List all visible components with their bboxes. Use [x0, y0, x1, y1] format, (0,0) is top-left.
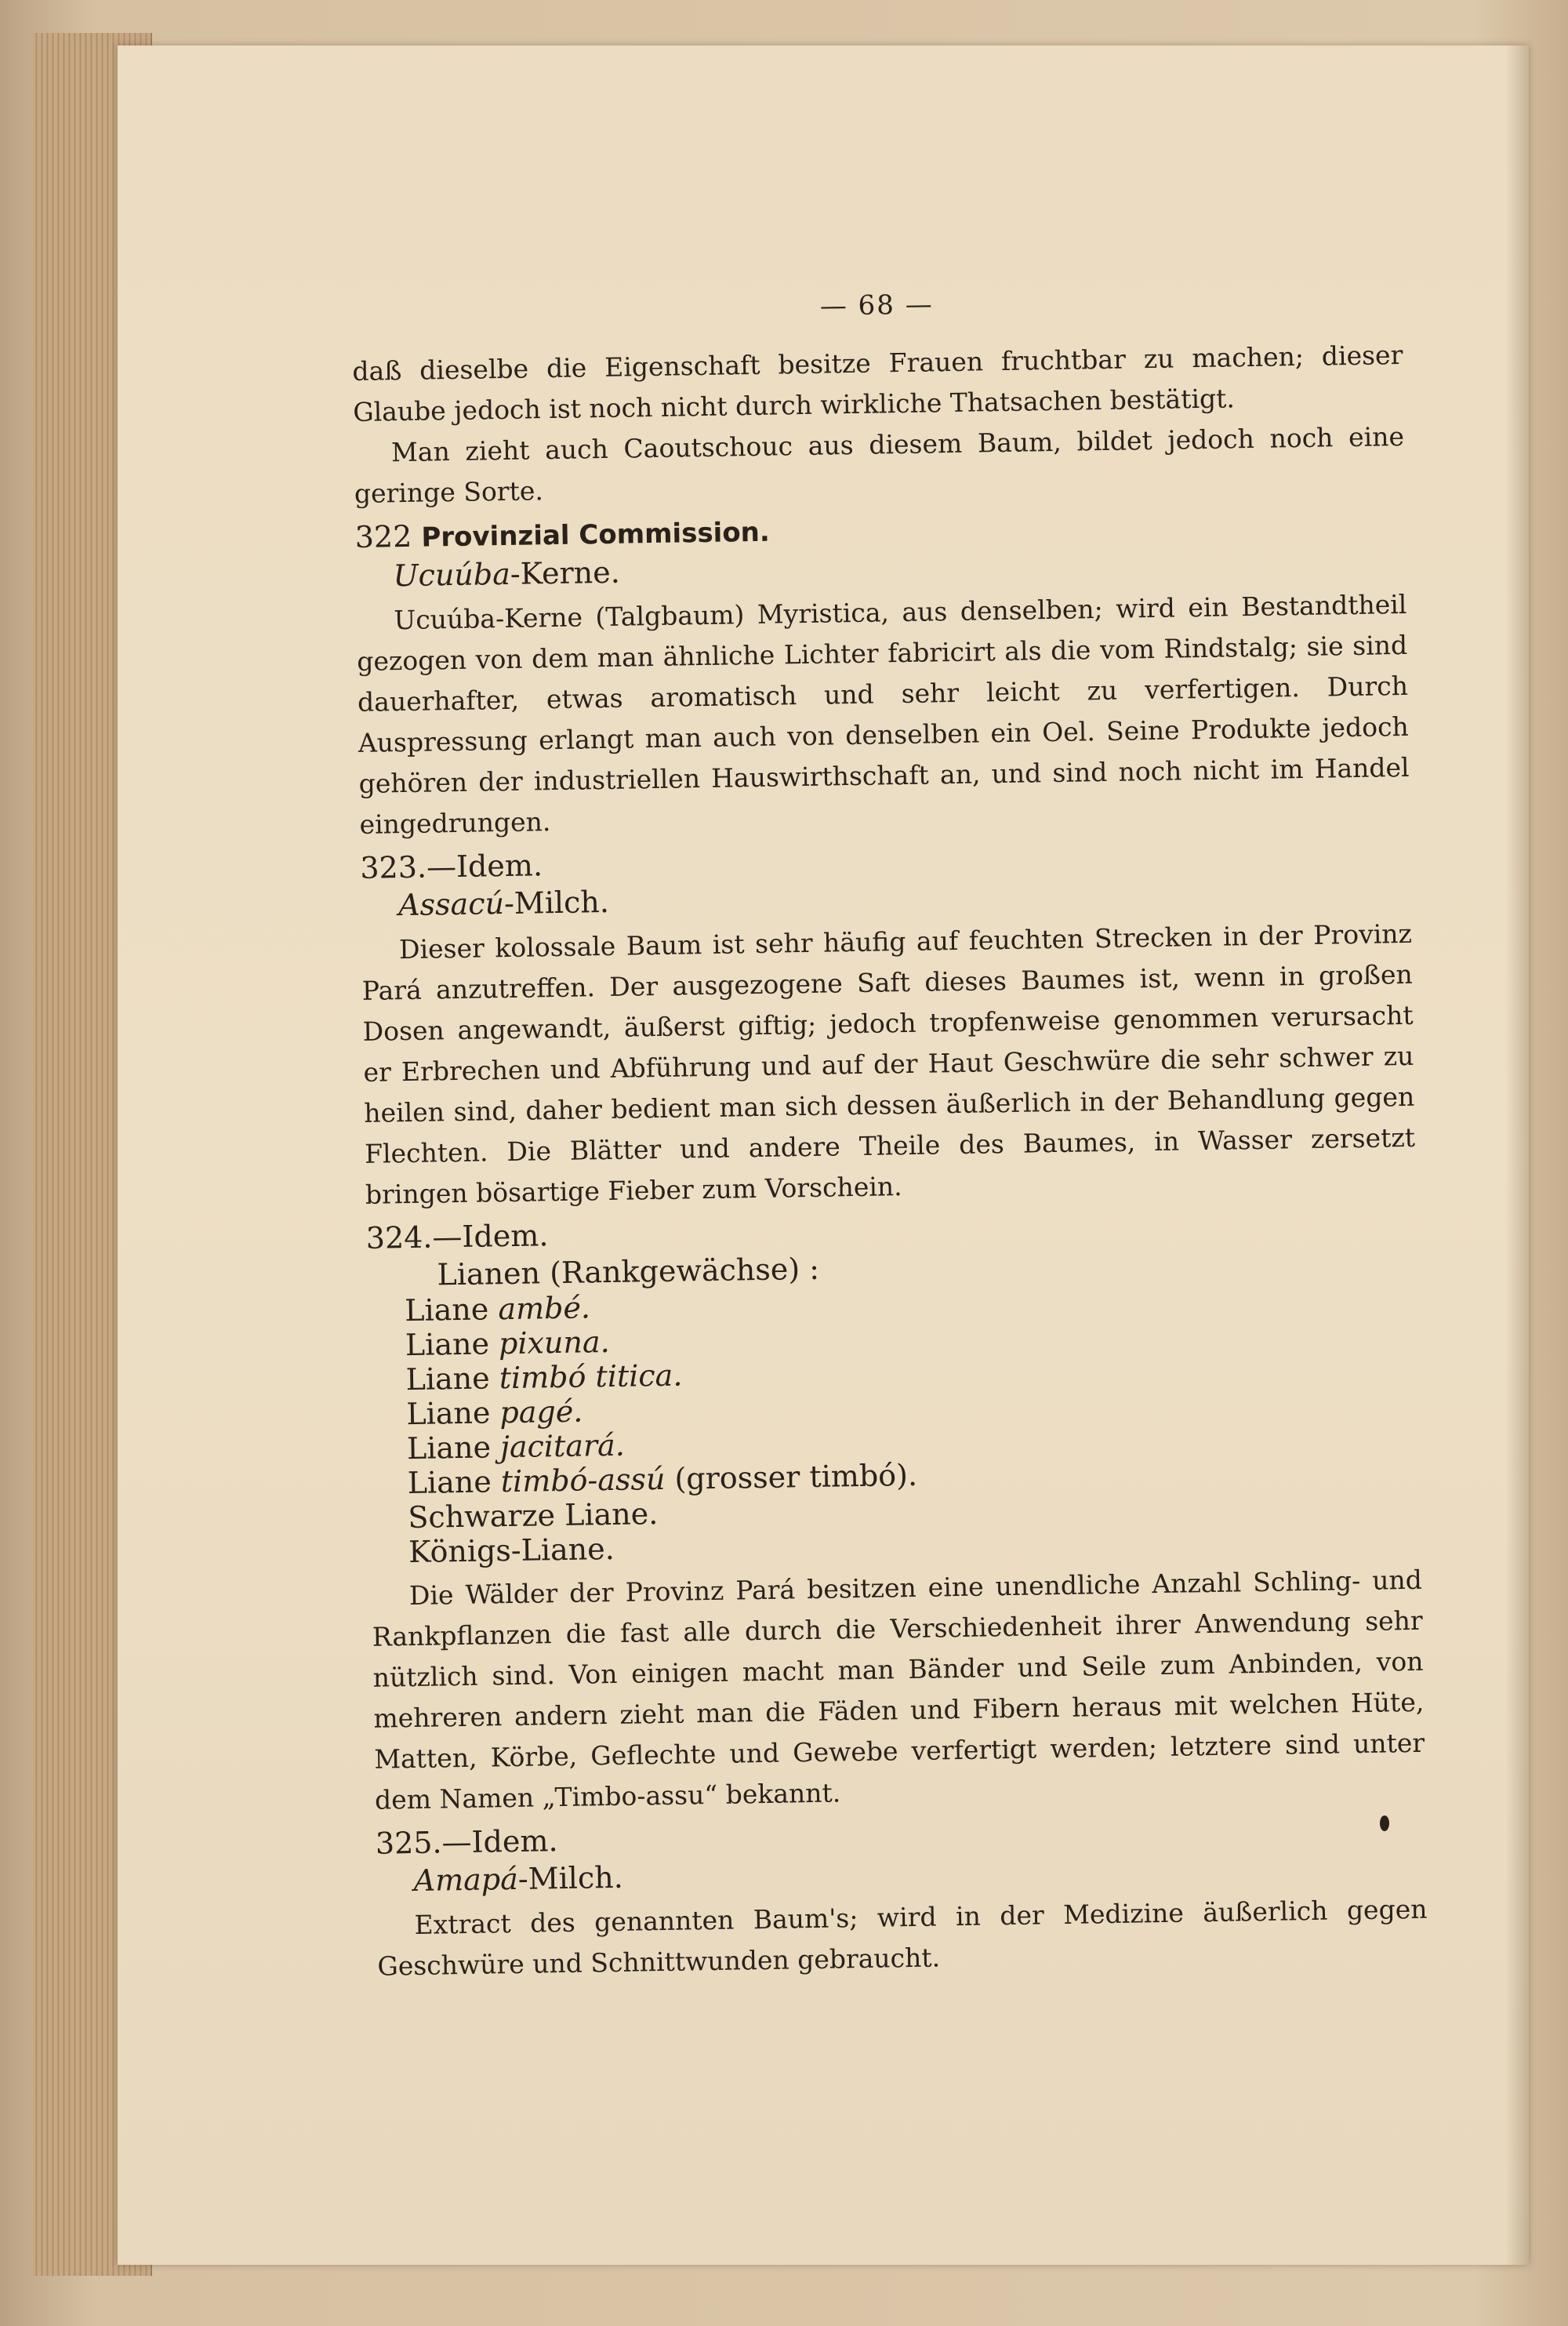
- entry-325-text: Extract des genannten Baum's; wird in der Medizine äußerlich gegen Geschwüre und Schnittwunden gebraucht.: [377, 1893, 1428, 1982]
- entry-324-text: Die Wälder der Provinz Pará besitzen eine unendliche Anzahl Schling- und Rankpflanzen die fast alle durch die Verschiedenheit ihrer Anwendung sehr nützlich sind. Von einigen macht man Bänder und Seile zum Anbinden, von mehreren andern zieht man die Fäden und Fibern heraus mit welchen Hüte, Matten, Körbe, Geflechte und Gewebe verfertigt werden; letztere sind unter dem Namen „Timbo-assu“ bekannt.: [372, 1564, 1425, 1815]
- entry-323-text: Dieser kolossale Baum ist sehr häufig auf feuchten Strecken in der Provinz Pará anzutreffen. Der ausgezogene Saft dieses Baumes ist, wenn in großen Dosen angewandt, äußerst giftig; jedoch tropfenweise genommen verursacht er Erbrechen und Abführung und auf der Haut Geschwüre die sehr schwer zu heilen sind, daher bedient man sich dessen äußerlich in der Behandlung gegen Flechten. Die Blätter und andere Theile des Baumes, in Wasser zersetzt bringen bösartige Fieber zum Vorschein.: [361, 918, 1416, 1210]
- list-item: Liane timbó titica.: [405, 1357, 683, 1397]
- entry-325-heading: 325.—Idem.: [375, 1823, 558, 1861]
- page-number: — 68 —: [819, 289, 934, 322]
- list-item: Liane ambé.: [404, 1290, 591, 1328]
- entry-325-subtitle-rest: -Milch.: [517, 1859, 624, 1896]
- entry-322-text: Ucuúba-Kerne (Talgbaum) Myristica, aus denselben; wird ein Bestandtheil gezogen von dem man ähnliche Lichter fabricirt als die vom Rindstalg; sie sind dauerhafter, etwas aromatisch und sehr leicht zu verfertigen. Durch Auspressung erlangt man auch von denselben ein Oel. Seine Produkte jedoch gehören der industriellen Hauswirthschaft an, und sind noch nicht im Handel eingedrungen.: [356, 588, 1410, 840]
- paragraph-continued: daß dieselbe die Eigenschaft besitze Frauen fruchtbar zu machen; dieser Glaube jedoch ist noch nicht durch wirkliche Thatsachen bestätigt.: [352, 339, 1403, 427]
- list-item: Liane jacitará.: [406, 1427, 626, 1466]
- liane-list: [405, 1277, 1421, 1569]
- entry-322-number: 322: [354, 518, 412, 554]
- entry-325-subtitle-italic: Amapá: [413, 1861, 519, 1898]
- entry-322-subtitle-italic: Ucuúba: [393, 556, 511, 594]
- entry-324-list-header: Lianen (Rankgewächse) :: [437, 1251, 820, 1292]
- entry-324-heading: 324.—Idem.: [365, 1218, 549, 1256]
- paragraph-caoutchouc: Man zieht auch Caoutschouc aus diesem Baum, bildet jedoch noch eine geringe Sorte.: [354, 420, 1405, 509]
- page-content: [351, 282, 1428, 1987]
- entry-323-heading: 323.—Idem.: [360, 848, 543, 885]
- entry-322-subtitle-rest: -Kerne.: [510, 554, 621, 591]
- list-item: Liane pixuna.: [405, 1324, 610, 1363]
- list-item: Schwarze Liane.: [408, 1496, 659, 1536]
- page-gutter-shadow: [1505, 45, 1529, 2265]
- ink-spot: [1380, 1815, 1389, 1831]
- list-item: Königs-Liane.: [408, 1531, 615, 1570]
- entry-323-subtitle-rest: -Milch.: [503, 884, 610, 921]
- list-item: Liane timbó-assú (grosser timbó).: [407, 1457, 918, 1501]
- entry-322-title: Provinzial Commission.: [421, 516, 771, 554]
- list-item: Liane pagé.: [406, 1394, 583, 1432]
- entry-323-subtitle-italic: Assacú: [397, 886, 505, 923]
